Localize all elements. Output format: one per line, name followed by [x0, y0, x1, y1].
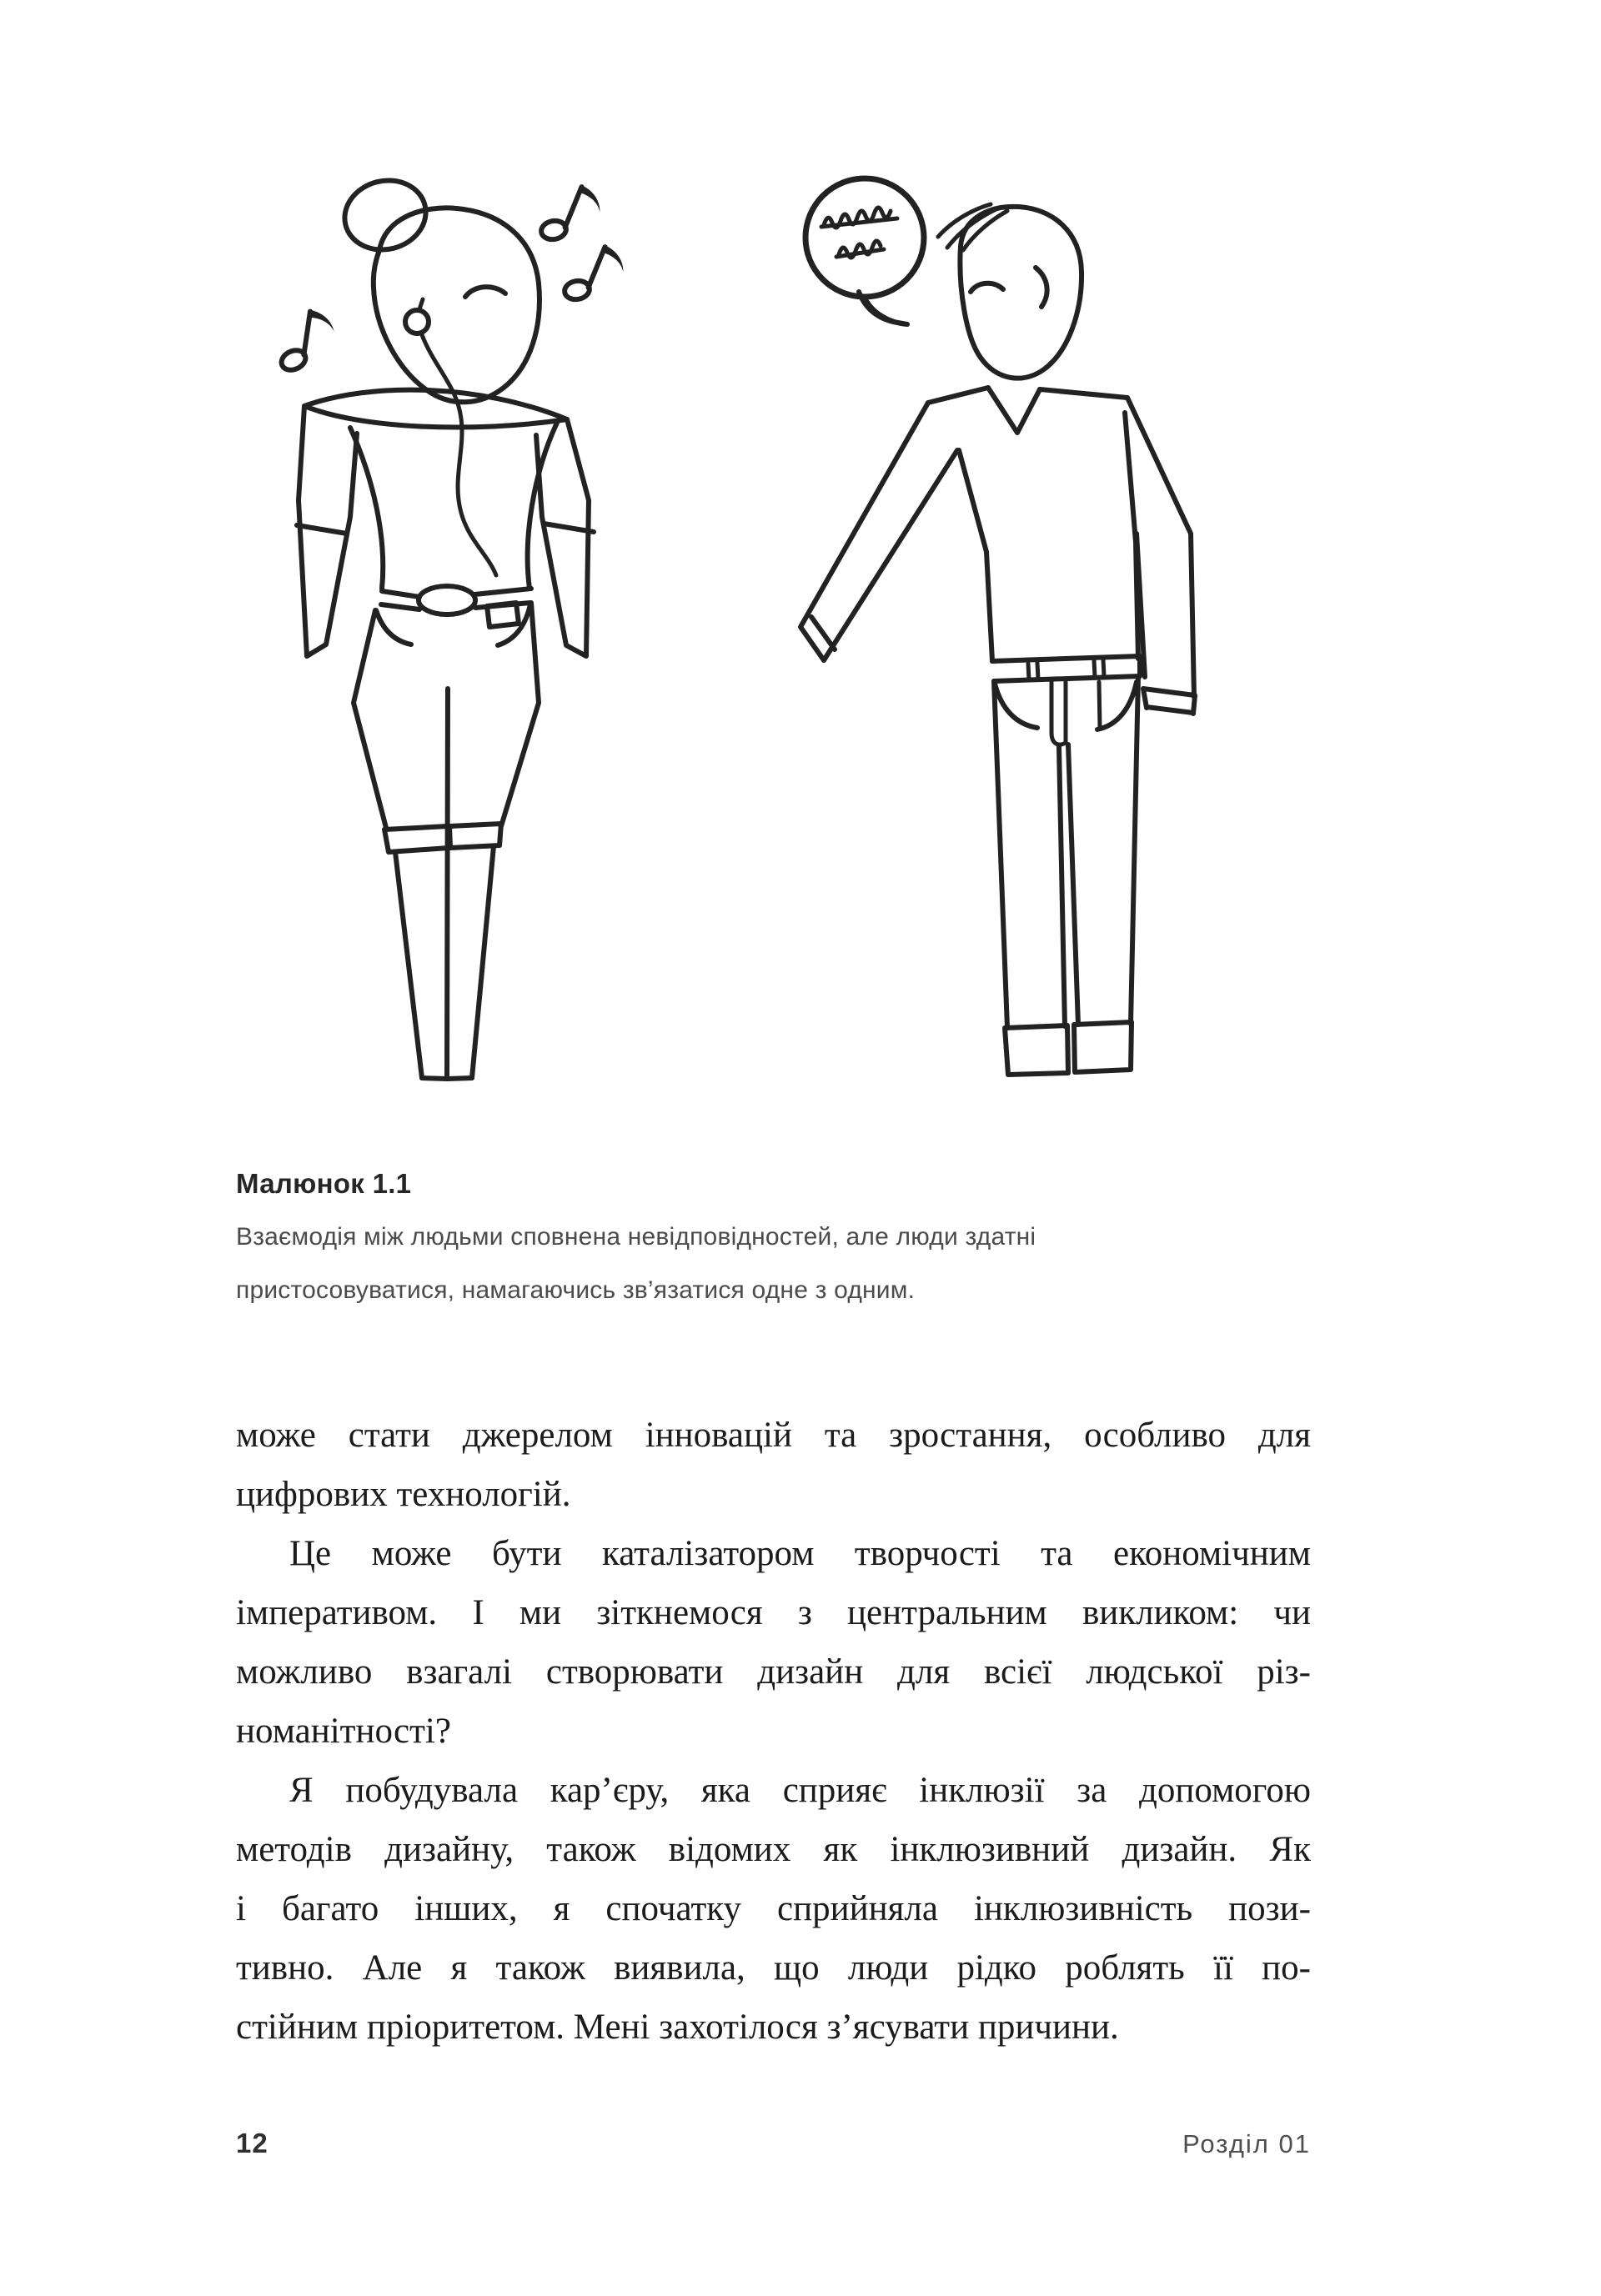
music-note-icon [560, 240, 626, 308]
belt-buckle [419, 586, 475, 614]
closed-eye [1036, 268, 1047, 307]
hair-bun [338, 172, 434, 258]
body-line: стійним пріоритетом. Мені захотілося з’ясувати причини. [236, 2008, 1119, 2047]
figure-caption-line: пристосовуватися, намагаючись зв’язатися одне з одним. [236, 1276, 916, 1304]
earphone-cord [421, 333, 496, 575]
body-line: Я побудувала кар’єру, яка сприяє інклюзії за допомогою [289, 1771, 1311, 1810]
body-line: цифрових технологій. [236, 1475, 571, 1514]
music-note-icon [274, 308, 338, 374]
speech-bubble-icon [806, 178, 924, 324]
woman-listening-music [297, 172, 594, 1079]
figure-svg [0, 0, 1601, 1109]
body-line: можливо взагалі створювати дизайн для всієї людської різ- [236, 1652, 1311, 1692]
earbud-icon [405, 310, 429, 333]
body-text [236, 1406, 1311, 2057]
figure-caption-title: Малюнок 1.1 [236, 1168, 412, 1199]
body-line: Це може бути каталізатором творчості та економічним [289, 1534, 1311, 1573]
figure-illustration [0, 0, 1601, 1109]
closed-eye [971, 283, 1003, 292]
body-line: може стати джерелом інновацій та зростання, особливо для [236, 1416, 1311, 1455]
body-line: номанітності? [236, 1712, 451, 1751]
figure-caption-line: Взаємодія між людьми сповнена невідповідностей, але люди здатні [236, 1223, 1036, 1251]
closed-eye [465, 287, 505, 297]
body-line: методів дизайну, також відомих як інклюзивний дизайн. Як [236, 1830, 1311, 1869]
figure-caption [236, 1166, 1328, 1317]
body-line: і багато інших, я спочатку сприйняла інклюзивність пози- [236, 1889, 1311, 1928]
man-speaking [800, 204, 1195, 1075]
chapter-label: Розділ 01 [1182, 2129, 1311, 2158]
music-note-icon [537, 180, 603, 248]
page-number: 12 [236, 2128, 269, 2158]
body-line: тивно. Але я також виявила, що люди рідко роблять її по- [236, 1948, 1311, 1988]
hair-strand [947, 208, 1000, 248]
body-line: імперативом. І ми зіткнемося з центральним викликом: чи [236, 1593, 1311, 1632]
